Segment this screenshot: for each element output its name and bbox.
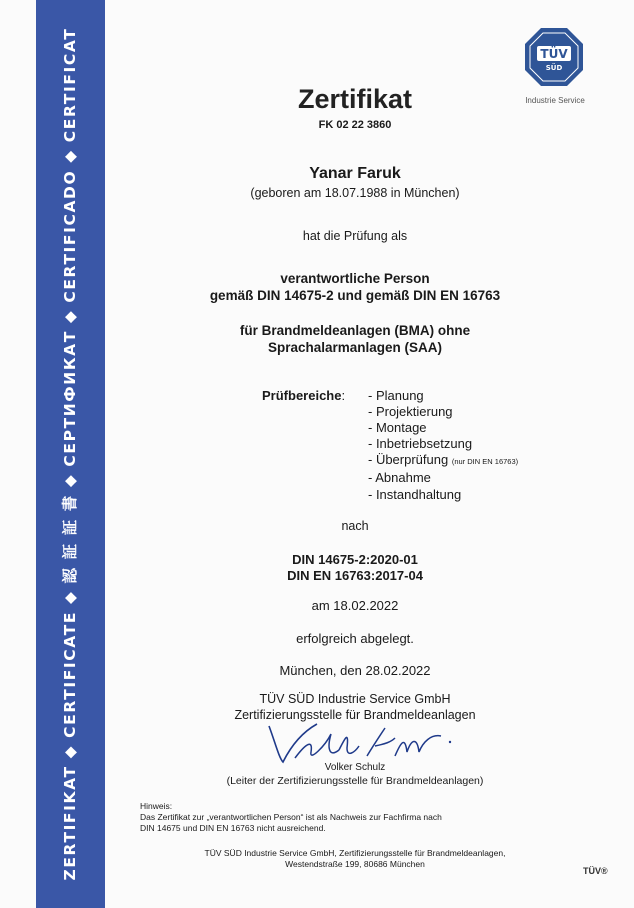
- logo-caption: Industrie Service: [525, 96, 585, 105]
- footer-line-2: Westendstraße 199, 80686 München: [285, 859, 425, 869]
- holder-name: Yanar Faruk: [309, 165, 401, 182]
- list-item: - Inbetriebsetzung: [368, 436, 473, 452]
- logo-wordmark: TÜV: [540, 47, 568, 61]
- footer-line-1: TÜV SÜD Industrie Service GmbH, Zertifizierungsstelle für Brandmeldeanlagen,: [204, 848, 506, 858]
- certificate-number: FK 02 22 3860: [318, 119, 392, 131]
- tuv-sud-logo-icon: [523, 26, 585, 88]
- areas-list: [368, 388, 518, 503]
- standard-1: DIN 14675-2:2020-01: [292, 552, 418, 567]
- intro-text: hat die Prüfung als: [302, 229, 408, 243]
- signatory-role: (Leiter der Zertifizierungsstelle für Brandmeldeanlagen): [226, 775, 484, 787]
- hint-heading: Hinweis:: [140, 801, 173, 811]
- certificate-title: Zertifikat: [297, 84, 413, 114]
- logo-subtext: SÜD: [545, 64, 563, 72]
- scope-line-1: für Brandmeldeanlagen (BMA) ohne: [239, 323, 471, 338]
- according-to: nach: [341, 519, 369, 533]
- role-line-2: gemäß DIN 14675-2 und gemäß DIN EN 16763: [209, 288, 501, 303]
- list-item: - Planung: [368, 388, 424, 403]
- list-item: - Instandhaltung: [368, 486, 462, 502]
- sidebar-text: ZERTIFIKAT ◆ CERTIFICATE ◆ 認 証 証 書 ◆ СЕРТИФИКАТ ◆ CERTIFICADO ◆ CERTIFICAT: [61, 27, 79, 881]
- list-item: - Montage: [368, 420, 427, 436]
- standard-2: DIN EN 16763:2017-04: [287, 568, 423, 583]
- exam-result: erfolgreich abgelegt.: [296, 631, 414, 646]
- role-line-1: verantwortliche Person: [280, 271, 430, 286]
- areas-label: Prüfbereiche:: [262, 388, 346, 403]
- signatory-name: Volker Schulz: [324, 762, 386, 773]
- list-item-note: (nur DIN EN 16763): [451, 457, 519, 467]
- tuv-trademark: TÜV®: [583, 866, 608, 876]
- hint-line-1: Das Zertifikat zur „verantwortlichen Person“ ist als Nachweis zur Fachfirma nach: [140, 812, 442, 822]
- scope-line-2: Sprachalarmanlagen (SAA): [267, 340, 443, 355]
- list-item: - Projektierung: [368, 404, 453, 420]
- issuer-line-2: Zertifizierungsstelle für Brandmeldeanlagen: [234, 708, 476, 722]
- hint-line-2: DIN 14675 und DIN EN 16763 nicht ausreichend.: [140, 823, 326, 833]
- list-item: - Abnahme: [368, 470, 431, 486]
- place-date: München, den 28.02.2022: [279, 663, 431, 678]
- exam-date: am 18.02.2022: [311, 598, 399, 613]
- birth-info: (geboren am 18.07.1988 in München): [250, 186, 460, 200]
- footer-address: [105, 848, 605, 870]
- issuer-line-1: TÜV SÜD Industrie Service GmbH: [259, 692, 451, 706]
- list-item: - Überprüfung (nur DIN EN 16763): [368, 452, 519, 468]
